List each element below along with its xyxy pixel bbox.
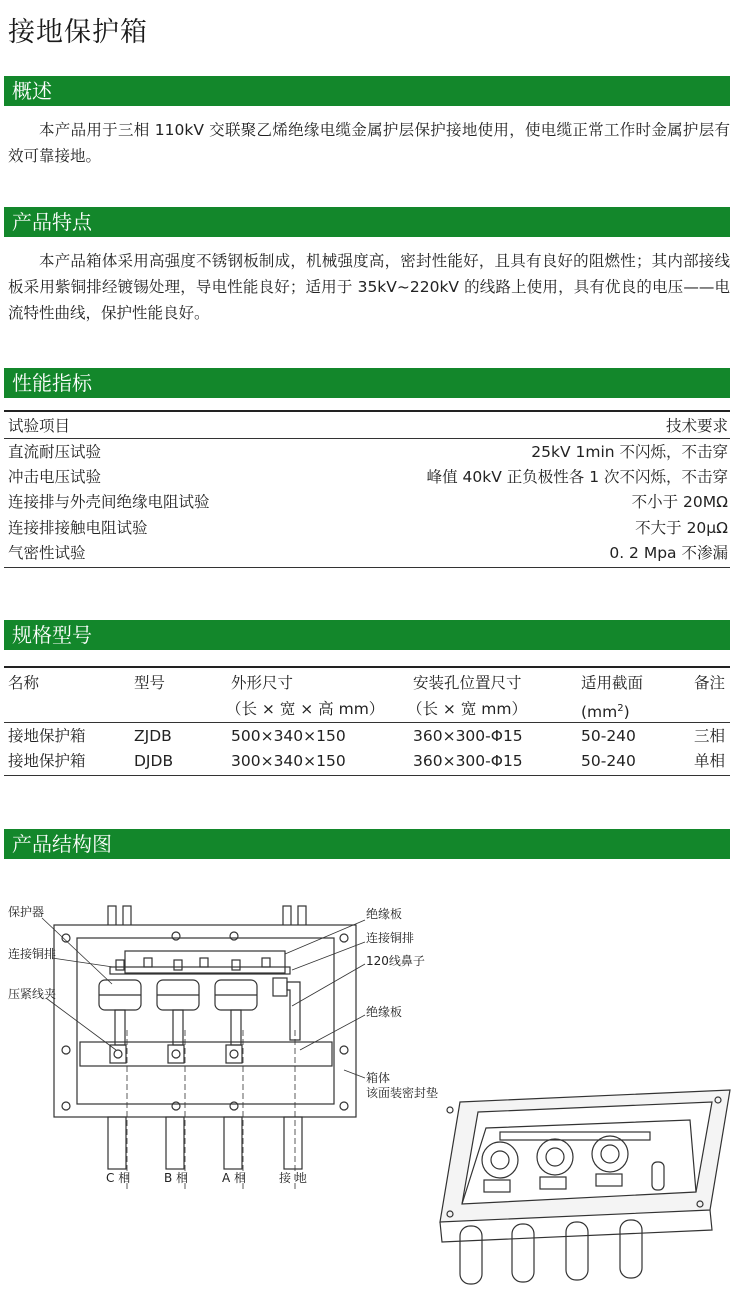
table-row (8, 540, 730, 566)
spec-header-mount-unit: （长 × 宽 mm） (407, 700, 527, 718)
spec-header-dims: 外形尺寸 (231, 674, 294, 692)
perf-req: 峰值 40kV 正负极性各 1 次不闪烁，不击穿 (426, 468, 728, 486)
table-row (8, 464, 730, 490)
perf-item: 冲击电压试验 (8, 468, 102, 486)
table-row (8, 439, 730, 465)
spec-section: 50-240 (581, 752, 636, 770)
spec-section: 50-240 (581, 727, 636, 745)
spec-name: 接地保护箱 (8, 752, 86, 770)
section-heading-overview: 概述 (4, 76, 730, 106)
table-bottom-rule (4, 567, 730, 568)
spec-header-dims-unit: （长 × 宽 × 高 mm） (226, 700, 385, 718)
section-heading-features: 产品特点 (4, 207, 730, 237)
label-phase-c: C 相 (106, 1171, 131, 1185)
label-phase-a: A 相 (222, 1171, 247, 1185)
spec-note: 单相 (694, 752, 726, 770)
section-heading-specs: 规格型号 (4, 620, 730, 650)
label-protector: 保护器 (8, 905, 45, 919)
spec-note: 三相 (694, 727, 726, 745)
label-nose: 120线鼻子 (366, 954, 425, 968)
spec-header-note: 备注 (694, 674, 726, 692)
spec-header-mount: 安装孔位置尺寸 (413, 674, 522, 692)
perf-header-req: 技术要求 (665, 417, 728, 435)
perf-req: 不小于 20MΩ (631, 493, 728, 511)
perf-header-row (8, 413, 730, 439)
spec-model: ZJDB (134, 727, 172, 745)
label-ground: 接 地 (279, 1171, 307, 1185)
section-heading-structure: 产品结构图 (4, 829, 730, 859)
label-phase-b: B 相 (164, 1171, 189, 1185)
perf-item: 直流耐压试验 (8, 443, 102, 461)
perf-item: 连接排接触电阻试验 (8, 519, 148, 537)
table-row (8, 515, 730, 541)
features-text: 本产品箱体采用高强度不锈钢板制成，机械强度高，密封性能好，且具有良好的阻燃性；其内部接线板采用紫铜排经镀锡处理，导电性能良好；适用于 35kV~220kV 的线路上使用，具有优良的电压——电流特性曲线，保护性能良好。 (8, 252, 730, 322)
perf-req: 不大于 20μΩ (635, 519, 728, 537)
label-copper-bar-left: 连接铜排 (8, 947, 57, 961)
spec-header-section: 适用截面 (581, 674, 644, 692)
spec-dims: 500×340×150 (231, 727, 346, 745)
label-gasket: 该面装密封垫 (366, 1086, 439, 1100)
spec-mount: 360×300-Φ15 (413, 752, 523, 770)
spec-model: DJDB (134, 752, 174, 770)
label-copper-bar-right: 连接铜排 (366, 931, 415, 945)
specs-top-rule (4, 666, 730, 668)
label-insulation-top: 绝缘板 (366, 907, 403, 921)
perf-req: 25kV 1min 不闪烁，不击穿 (531, 443, 728, 461)
table-row (8, 489, 730, 515)
table-top-rule (4, 410, 730, 412)
perf-req: 0. 2 Mpa 不渗漏 (609, 544, 728, 562)
specs-bottom-rule (4, 775, 730, 776)
perf-item: 连接排与外壳间绝缘电阻试验 (8, 493, 210, 511)
perf-header-item: 试验项目 (8, 417, 71, 435)
structure-diagram (0, 870, 740, 1300)
section-heading-performance: 性能指标 (4, 368, 730, 398)
label-clamp: 压紧线夹 (8, 987, 57, 1001)
label-box: 箱体 (366, 1071, 391, 1085)
box-3d-view (440, 1090, 730, 1284)
spec-mount: 360×300-Φ15 (413, 727, 523, 745)
perf-item: 气密性试验 (8, 544, 86, 562)
page-title: 接地保护箱 (8, 17, 148, 48)
spec-header-section-unit: $(mm^2)$ (581, 703, 630, 722)
spec-header-name: 名称 (8, 674, 40, 692)
label-insulation-mid: 绝缘板 (366, 1005, 403, 1019)
spec-name: 接地保护箱 (8, 727, 86, 745)
spec-dims: 300×340×150 (231, 752, 346, 770)
spec-header-model: 型号 (134, 674, 166, 692)
overview-text: 本产品用于三相 110kV 交联聚乙烯绝缘电缆金属护层保护接地使用，使电缆正常工作时金属护层有效可靠接地。 (8, 121, 730, 165)
